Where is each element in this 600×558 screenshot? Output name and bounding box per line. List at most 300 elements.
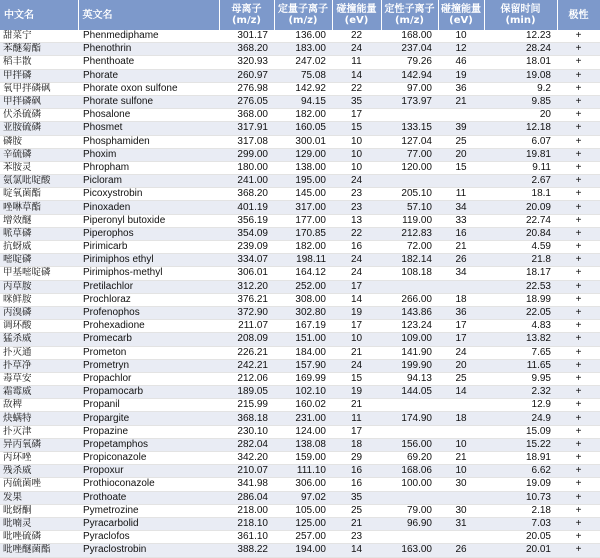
cell-retention-time: 19.09 (484, 478, 557, 491)
cell-english-name: Phosphamiden (78, 135, 219, 148)
cell-parent-ion: 388.22 (219, 544, 274, 557)
cell-retention-time: 20.84 (484, 227, 557, 240)
cell-parent-ion: 306.01 (219, 267, 274, 280)
cell-polarity: + (557, 188, 600, 201)
cell-collision-energy-2 (438, 425, 484, 438)
cell-chinese-name: 氨氯吡啶酸 (0, 175, 78, 188)
cell-qual-ion: 79.00 (381, 504, 438, 517)
cell-english-name: Prohexadione (78, 320, 219, 333)
cell-chinese-name: 唑啉草酯 (0, 201, 78, 214)
cell-english-name: Prometryn (78, 359, 219, 372)
cell-english-name: Propazine (78, 425, 219, 438)
cell-collision-energy-1: 35 (332, 95, 381, 108)
table-row (0, 241, 600, 254)
cell-parent-ion: 260.97 (219, 69, 274, 82)
table-row (0, 56, 600, 69)
cell-collision-energy-2: 25 (438, 372, 484, 385)
header-qual-ion: 定性子离子 (m/z) (381, 0, 438, 30)
cell-qual-ion: 77.00 (381, 148, 438, 161)
cell-chinese-name: 吡唑醚菌酯 (0, 544, 78, 557)
cell-collision-energy-1: 10 (332, 161, 381, 174)
cell-collision-energy-1: 22 (332, 227, 381, 240)
cell-quant-ion: 157.90 (274, 359, 332, 372)
table-row (0, 478, 600, 491)
cell-chinese-name: 扑灭通 (0, 346, 78, 359)
table-row (0, 306, 600, 319)
cell-polarity: + (557, 517, 600, 530)
cell-parent-ion: 276.05 (219, 95, 274, 108)
cell-collision-energy-2: 20 (438, 148, 484, 161)
header-row (0, 0, 600, 30)
table-row (0, 399, 600, 412)
cell-collision-energy-1: 16 (332, 465, 381, 478)
cell-quant-ion: 138.08 (274, 438, 332, 451)
cell-retention-time: 22.53 (484, 280, 557, 293)
header-parent-ion: 母离子 (m/z) (219, 0, 274, 30)
cell-quant-ion: 105.00 (274, 504, 332, 517)
cell-quant-ion: 257.00 (274, 531, 332, 544)
cell-collision-energy-1: 17 (332, 109, 381, 122)
cell-polarity: + (557, 425, 600, 438)
table-row (0, 452, 600, 465)
cell-polarity: + (557, 372, 600, 385)
cell-english-name: Picoxystrobin (78, 188, 219, 201)
cell-collision-energy-2: 36 (438, 306, 484, 319)
cell-retention-time: 11.65 (484, 359, 557, 372)
cell-qual-ion: 199.90 (381, 359, 438, 372)
cell-polarity: + (557, 544, 600, 557)
cell-qual-ion (381, 175, 438, 188)
table-row (0, 320, 600, 333)
cell-parent-ion: 401.19 (219, 201, 274, 214)
cell-collision-energy-1: 17 (332, 320, 381, 333)
cell-qual-ion (381, 491, 438, 504)
cell-parent-ion: 282.04 (219, 438, 274, 451)
cell-collision-energy-2: 17 (438, 320, 484, 333)
table-row (0, 214, 600, 227)
cell-chinese-name: 嘧啶磷 (0, 254, 78, 267)
cell-english-name: Phenmediphame (78, 30, 219, 43)
cell-collision-energy-2: 10 (438, 465, 484, 478)
cell-quant-ion: 317.00 (274, 201, 332, 214)
cell-qual-ion: 72.00 (381, 241, 438, 254)
cell-collision-energy-1: 14 (332, 293, 381, 306)
cell-collision-energy-1: 21 (332, 346, 381, 359)
table-row (0, 135, 600, 148)
cell-collision-energy-2: 33 (438, 214, 484, 227)
cell-collision-energy-2: 10 (438, 438, 484, 451)
cell-qual-ion: 133.15 (381, 122, 438, 135)
table-row (0, 188, 600, 201)
table-row (0, 148, 600, 161)
table-row (0, 82, 600, 95)
cell-collision-energy-2: 25 (438, 135, 484, 148)
cell-chinese-name: 伏杀硫磷 (0, 109, 78, 122)
header-retention-time: 保留时间 (min) (484, 0, 557, 30)
cell-qual-ion: 94.13 (381, 372, 438, 385)
cell-quant-ion: 145.00 (274, 188, 332, 201)
cell-chinese-name: 霜霉威 (0, 386, 78, 399)
cell-collision-energy-2: 30 (438, 504, 484, 517)
cell-english-name: Pirimiphos-methyl (78, 267, 219, 280)
cell-retention-time: 2.32 (484, 386, 557, 399)
cell-chinese-name: 甲基嘧啶磷 (0, 267, 78, 280)
cell-quant-ion: 182.00 (274, 109, 332, 122)
cell-quant-ion: 124.00 (274, 425, 332, 438)
cell-qual-ion: 173.97 (381, 95, 438, 108)
cell-chinese-name: 哌草磷 (0, 227, 78, 240)
cell-collision-energy-1: 14 (332, 544, 381, 557)
cell-qual-ion: 174.90 (381, 412, 438, 425)
cell-collision-energy-1: 18 (332, 438, 381, 451)
table-row (0, 109, 600, 122)
cell-qual-ion: 127.04 (381, 135, 438, 148)
cell-collision-energy-2: 14 (438, 386, 484, 399)
cell-collision-energy-1: 21 (332, 517, 381, 530)
cell-retention-time: 20.01 (484, 544, 557, 557)
cell-polarity: + (557, 320, 600, 333)
cell-retention-time: 20.09 (484, 201, 557, 214)
cell-quant-ion: 198.11 (274, 254, 332, 267)
cell-chinese-name: 吡喃灵 (0, 517, 78, 530)
cell-english-name: Picloram (78, 175, 219, 188)
table-row (0, 43, 600, 56)
cell-retention-time: 15.22 (484, 438, 557, 451)
cell-qual-ion: 163.00 (381, 544, 438, 557)
cell-parent-ion: 299.00 (219, 148, 274, 161)
cell-qual-ion: 119.00 (381, 214, 438, 227)
cell-collision-energy-1: 19 (332, 306, 381, 319)
cell-polarity: + (557, 280, 600, 293)
cell-parent-ion: 334.07 (219, 254, 274, 267)
cell-chinese-name: 稻丰散 (0, 56, 78, 69)
cell-parent-ion: 212.06 (219, 372, 274, 385)
table-row (0, 425, 600, 438)
cell-qual-ion: 144.05 (381, 386, 438, 399)
cell-english-name: Pymetrozine (78, 504, 219, 517)
cell-retention-time: 10.73 (484, 491, 557, 504)
cell-quant-ion: 167.19 (274, 320, 332, 333)
cell-collision-energy-2 (438, 399, 484, 412)
cell-english-name: Prochloraz (78, 293, 219, 306)
table-row (0, 280, 600, 293)
cell-polarity: + (557, 254, 600, 267)
cell-collision-energy-2: 11 (438, 188, 484, 201)
cell-quant-ion: 129.00 (274, 148, 332, 161)
cell-parent-ion: 218.10 (219, 517, 274, 530)
cell-parent-ion: 218.00 (219, 504, 274, 517)
cell-collision-energy-2: 31 (438, 517, 484, 530)
cell-retention-time: 2.18 (484, 504, 557, 517)
cell-collision-energy-2: 20 (438, 359, 484, 372)
cell-chinese-name: 吡唑硫磷 (0, 531, 78, 544)
cell-polarity: + (557, 452, 600, 465)
cell-retention-time: 22.74 (484, 214, 557, 227)
cell-quant-ion: 159.00 (274, 452, 332, 465)
cell-collision-energy-2: 19 (438, 69, 484, 82)
cell-chinese-name: 辛硫磷 (0, 148, 78, 161)
cell-parent-ion: 226.21 (219, 346, 274, 359)
cell-retention-time: 6.07 (484, 135, 557, 148)
cell-collision-energy-2: 36 (438, 82, 484, 95)
cell-parent-ion: 301.17 (219, 30, 274, 43)
cell-qual-ion: 156.00 (381, 438, 438, 451)
table-row (0, 517, 600, 530)
table-row (0, 491, 600, 504)
table-row (0, 465, 600, 478)
cell-parent-ion: 239.09 (219, 241, 274, 254)
cell-english-name: Phorate (78, 69, 219, 82)
header-english-name: 英文名 (78, 0, 219, 30)
cell-collision-energy-1: 24 (332, 359, 381, 372)
cell-polarity: + (557, 359, 600, 372)
cell-english-name: Profenophos (78, 306, 219, 319)
cell-collision-energy-1: 23 (332, 188, 381, 201)
cell-parent-ion: 276.98 (219, 82, 274, 95)
cell-parent-ion: 342.20 (219, 452, 274, 465)
cell-chinese-name: 毒草安 (0, 372, 78, 385)
cell-english-name: Phosmet (78, 122, 219, 135)
cell-collision-energy-1: 21 (332, 399, 381, 412)
cell-chinese-name: 苯醚菊酯 (0, 43, 78, 56)
cell-qual-ion: 120.00 (381, 161, 438, 174)
cell-polarity: + (557, 56, 600, 69)
cell-collision-energy-2: 12 (438, 43, 484, 56)
cell-collision-energy-1: 25 (332, 504, 381, 517)
cell-retention-time: 7.03 (484, 517, 557, 530)
cell-parent-ion: 356.19 (219, 214, 274, 227)
table-row (0, 95, 600, 108)
cell-retention-time: 9.2 (484, 82, 557, 95)
cell-english-name: Piperophos (78, 227, 219, 240)
cell-collision-energy-1: 29 (332, 452, 381, 465)
cell-parent-ion: 368.20 (219, 188, 274, 201)
cell-collision-energy-1: 11 (332, 56, 381, 69)
table-row (0, 293, 600, 306)
cell-chinese-name: 咪鲜胺 (0, 293, 78, 306)
cell-polarity: + (557, 465, 600, 478)
cell-quant-ion: 169.99 (274, 372, 332, 385)
cell-polarity: + (557, 333, 600, 346)
cell-retention-time: 9.11 (484, 161, 557, 174)
cell-quant-ion: 183.00 (274, 43, 332, 56)
cell-chinese-name: 扑草净 (0, 359, 78, 372)
cell-polarity: + (557, 214, 600, 227)
cell-retention-time: 2.67 (484, 175, 557, 188)
cell-chinese-name: 氧甲拌磷砜 (0, 82, 78, 95)
cell-collision-energy-2 (438, 491, 484, 504)
cell-chinese-name: 亚胺硫磷 (0, 122, 78, 135)
cell-retention-time: 4.59 (484, 241, 557, 254)
cell-collision-energy-2: 15 (438, 161, 484, 174)
cell-polarity: + (557, 122, 600, 135)
cell-collision-energy-1: 17 (332, 425, 381, 438)
cell-polarity: + (557, 346, 600, 359)
cell-collision-energy-1: 10 (332, 135, 381, 148)
cell-polarity: + (557, 135, 600, 148)
cell-qual-ion: 142.94 (381, 69, 438, 82)
cell-retention-time: 12.23 (484, 30, 557, 43)
cell-english-name: Propoxur (78, 465, 219, 478)
cell-polarity: + (557, 161, 600, 174)
cell-collision-energy-2: 26 (438, 544, 484, 557)
cell-parent-ion: 242.21 (219, 359, 274, 372)
cell-english-name: Prothioconazole (78, 478, 219, 491)
cell-retention-time: 18.01 (484, 56, 557, 69)
cell-chinese-name: 残杀威 (0, 465, 78, 478)
cell-collision-energy-1: 23 (332, 201, 381, 214)
cell-retention-time: 28.24 (484, 43, 557, 56)
header-collision-energy-2: 碰撞能量 (eV) (438, 0, 484, 30)
cell-collision-energy-2 (438, 531, 484, 544)
cell-retention-time: 4.83 (484, 320, 557, 333)
cell-chinese-name: 甲拌磷砜 (0, 95, 78, 108)
table-row (0, 438, 600, 451)
cell-quant-ion: 170.85 (274, 227, 332, 240)
cell-parent-ion: 241.00 (219, 175, 274, 188)
cell-qual-ion (381, 109, 438, 122)
cell-collision-energy-2: 21 (438, 241, 484, 254)
cell-english-name: Propetamphos (78, 438, 219, 451)
table-row (0, 346, 600, 359)
cell-quant-ion: 75.08 (274, 69, 332, 82)
cell-collision-energy-1: 13 (332, 214, 381, 227)
table-row (0, 69, 600, 82)
cell-english-name: Phorate sulfone (78, 95, 219, 108)
cell-polarity: + (557, 399, 600, 412)
cell-quant-ion: 300.01 (274, 135, 332, 148)
cell-collision-energy-2: 16 (438, 227, 484, 240)
cell-english-name: Propiconazole (78, 452, 219, 465)
cell-parent-ion: 372.90 (219, 306, 274, 319)
cell-chinese-name: 异丙氧磷 (0, 438, 78, 451)
cell-collision-energy-2: 26 (438, 254, 484, 267)
cell-parent-ion: 215.99 (219, 399, 274, 412)
cell-collision-energy-2: 17 (438, 333, 484, 346)
cell-qual-ion (381, 280, 438, 293)
cell-quant-ion: 125.00 (274, 517, 332, 530)
cell-english-name: Promecarb (78, 333, 219, 346)
cell-retention-time: 9.95 (484, 372, 557, 385)
cell-qual-ion: 79.26 (381, 56, 438, 69)
cell-collision-energy-1: 16 (332, 241, 381, 254)
cell-chinese-name: 苯胺灵 (0, 161, 78, 174)
cell-english-name: Prometon (78, 346, 219, 359)
cell-chinese-name: 丙溴磷 (0, 306, 78, 319)
cell-english-name: Phoxim (78, 148, 219, 161)
cell-english-name: Phosalone (78, 109, 219, 122)
cell-polarity: + (557, 438, 600, 451)
cell-polarity: + (557, 386, 600, 399)
cell-quant-ion: 252.00 (274, 280, 332, 293)
cell-chinese-name: 炔螨特 (0, 412, 78, 425)
cell-parent-ion: 361.10 (219, 531, 274, 544)
cell-qual-ion: 123.24 (381, 320, 438, 333)
table-row (0, 504, 600, 517)
cell-collision-energy-1: 10 (332, 333, 381, 346)
cell-collision-energy-1: 16 (332, 478, 381, 491)
cell-english-name: Propanil (78, 399, 219, 412)
cell-polarity: + (557, 201, 600, 214)
cell-qual-ion: 69.20 (381, 452, 438, 465)
table-row (0, 30, 600, 43)
cell-collision-energy-1: 23 (332, 531, 381, 544)
cell-collision-energy-2: 34 (438, 201, 484, 214)
cell-chinese-name: 磷胺 (0, 135, 78, 148)
cell-english-name: Phropham (78, 161, 219, 174)
cell-collision-energy-1: 22 (332, 82, 381, 95)
cell-collision-energy-1: 24 (332, 175, 381, 188)
cell-english-name: Propargite (78, 412, 219, 425)
cell-retention-time: 13.82 (484, 333, 557, 346)
cell-retention-time: 18.91 (484, 452, 557, 465)
cell-collision-energy-1: 22 (332, 30, 381, 43)
header-chinese-name: 中文名 (0, 0, 78, 30)
cell-qual-ion: 143.86 (381, 306, 438, 319)
cell-qual-ion: 168.06 (381, 465, 438, 478)
header-polarity: 极性 (557, 0, 600, 30)
cell-polarity: + (557, 82, 600, 95)
cell-chinese-name: 丙草胺 (0, 280, 78, 293)
cell-english-name: Pyraclofos (78, 531, 219, 544)
cell-quant-ion: 160.05 (274, 122, 332, 135)
cell-english-name: Propamocarb (78, 386, 219, 399)
cell-quant-ion: 247.02 (274, 56, 332, 69)
cell-parent-ion: 312.20 (219, 280, 274, 293)
cell-collision-energy-1: 19 (332, 386, 381, 399)
cell-retention-time: 18.99 (484, 293, 557, 306)
cell-polarity: + (557, 227, 600, 240)
cell-quant-ion: 111.10 (274, 465, 332, 478)
cell-parent-ion: 211.07 (219, 320, 274, 333)
cell-polarity: + (557, 306, 600, 319)
cell-collision-energy-1: 24 (332, 254, 381, 267)
cell-quant-ion: 182.00 (274, 241, 332, 254)
table-row (0, 372, 600, 385)
table-row (0, 386, 600, 399)
cell-chinese-name: 发果 (0, 491, 78, 504)
cell-qual-ion: 182.14 (381, 254, 438, 267)
table-row (0, 161, 600, 174)
cell-polarity: + (557, 109, 600, 122)
cell-collision-energy-2: 30 (438, 478, 484, 491)
table-row (0, 333, 600, 346)
cell-quant-ion: 184.00 (274, 346, 332, 359)
cell-collision-energy-2: 34 (438, 267, 484, 280)
cell-parent-ion: 208.09 (219, 333, 274, 346)
cell-polarity: + (557, 491, 600, 504)
cell-qual-ion: 266.00 (381, 293, 438, 306)
cell-chinese-name: 丙硫菌唑 (0, 478, 78, 491)
cell-retention-time: 15.09 (484, 425, 557, 438)
cell-english-name: Pyracarbolid (78, 517, 219, 530)
cell-retention-time: 20.05 (484, 531, 557, 544)
cell-qual-ion: 212.83 (381, 227, 438, 240)
cell-collision-energy-1: 10 (332, 148, 381, 161)
cell-parent-ion: 317.91 (219, 122, 274, 135)
cell-collision-energy-1: 14 (332, 69, 381, 82)
cell-qual-ion: 100.00 (381, 478, 438, 491)
cell-english-name: Phenothrin (78, 43, 219, 56)
cell-collision-energy-1: 35 (332, 491, 381, 504)
cell-quant-ion: 97.02 (274, 491, 332, 504)
cell-quant-ion: 142.92 (274, 82, 332, 95)
cell-parent-ion: 320.93 (219, 56, 274, 69)
table-row (0, 412, 600, 425)
cell-parent-ion: 368.00 (219, 109, 274, 122)
cell-qual-ion (381, 425, 438, 438)
cell-qual-ion (381, 531, 438, 544)
